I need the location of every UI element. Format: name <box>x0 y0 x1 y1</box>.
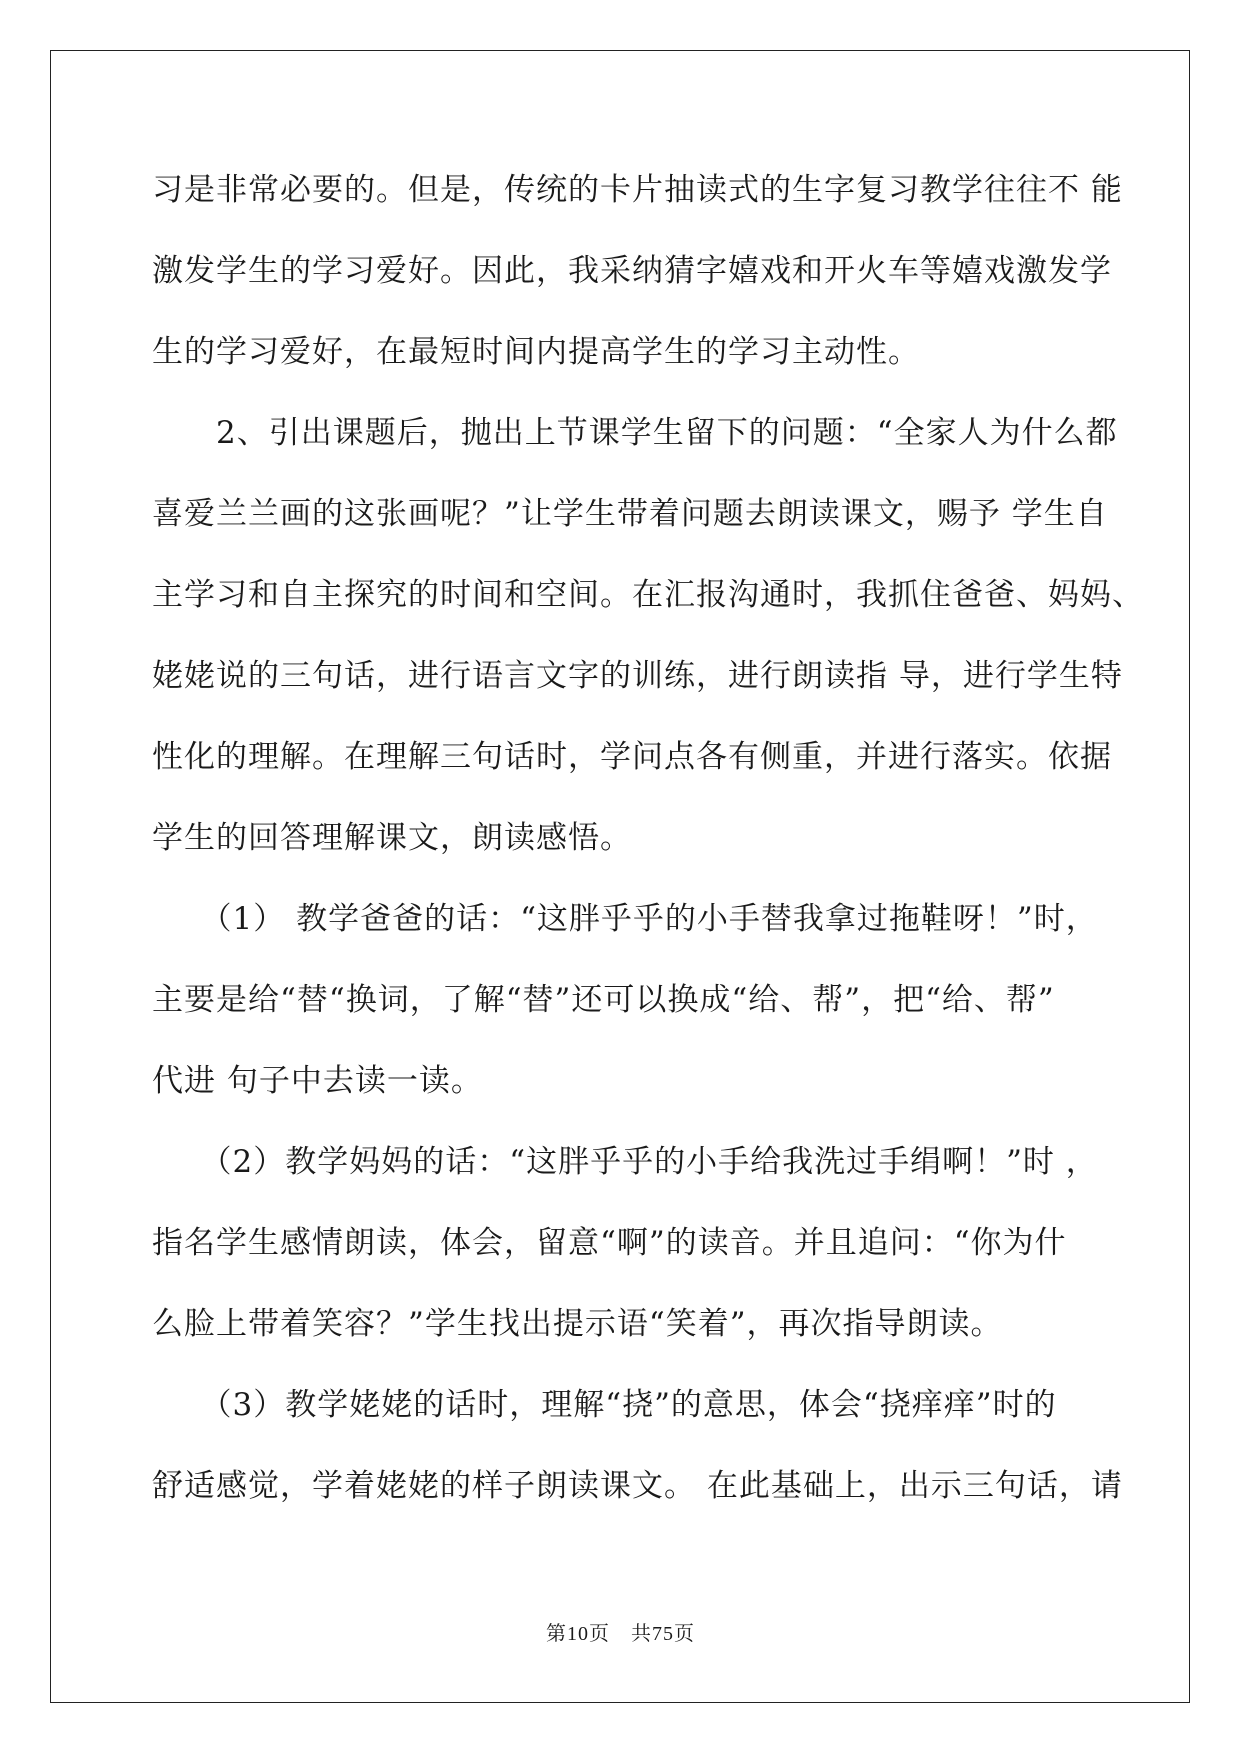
text-line-5: 喜爱兰兰画的这张画呢？”让学生带着问题去朗读课文，赐予 学生自 <box>152 496 1108 532</box>
text-line-10: （1） 教学爸爸的话：“这胖乎乎的小手替我拿过拖鞋呀！”时， <box>152 901 1098 937</box>
text-line-11: 主要是给“替“换词，了解“替”还可以换成“给、帮”，把“给、帮” <box>152 982 1055 1018</box>
text-line-14: 指名学生感情朗读，体会，留意“啊”的读音。并且追问：“你为什 <box>152 1225 1067 1261</box>
text-line-12: 代进 句子中去读一读。 <box>152 1063 483 1099</box>
text-line-4: 2、引出课题后，抛出上节课学生留下的问题：“全家人为什么都 <box>152 415 1118 451</box>
text-line-16: （3）教学姥姥的话时，理解“挠”的意思，体会“挠痒痒”时的 <box>152 1387 1057 1423</box>
text-line-13: （2）教学妈妈的话：“这胖乎乎的小手给我洗过手绢啊！”时 ， <box>152 1144 1098 1180</box>
page-prefix: 第 <box>546 1621 567 1645</box>
page-mid: 页 共 <box>589 1621 652 1645</box>
text-line-9: 学生的回答理解课文，朗读感悟。 <box>152 820 632 856</box>
text-line-1: 习是非常必要的。但是，传统的卡片抽读式的生字复习教学往往不 能 <box>152 172 1123 208</box>
text-line-2: 激发学生的学习爱好。因此，我采纳猜字嬉戏和开火车等嬉戏激发学 <box>152 253 1112 289</box>
document-body <box>152 158 1144 1535</box>
text-line-6: 主学习和自主探究的时间和空间。在汇报沟通时，我抓住爸爸、妈妈、 <box>152 577 1144 613</box>
page-total: 75 <box>652 1623 674 1645</box>
text-line-8: 性化的理解。在理解三句话时，学问点各有侧重，并进行落实。依据 <box>152 739 1112 775</box>
text-line-3: 生的学习爱好，在最短时间内提高学生的学习主动性。 <box>152 334 920 370</box>
page-suffix: 页 <box>674 1621 695 1645</box>
text-line-15: 么脸上带着笑容？”学生找出提示语“笑着”，再次指导朗读。 <box>152 1306 1003 1342</box>
text-line-7: 姥姥说的三句话，进行语言文字的训练，进行朗读指 导，进行学生特 <box>152 658 1123 694</box>
page-current: 10 <box>567 1623 589 1645</box>
text-line-17: 舒适感觉，学着姥姥的样子朗读课文。 在此基础上，出示三句话，请 <box>152 1468 1123 1504</box>
page-footer <box>0 1617 1241 1646</box>
